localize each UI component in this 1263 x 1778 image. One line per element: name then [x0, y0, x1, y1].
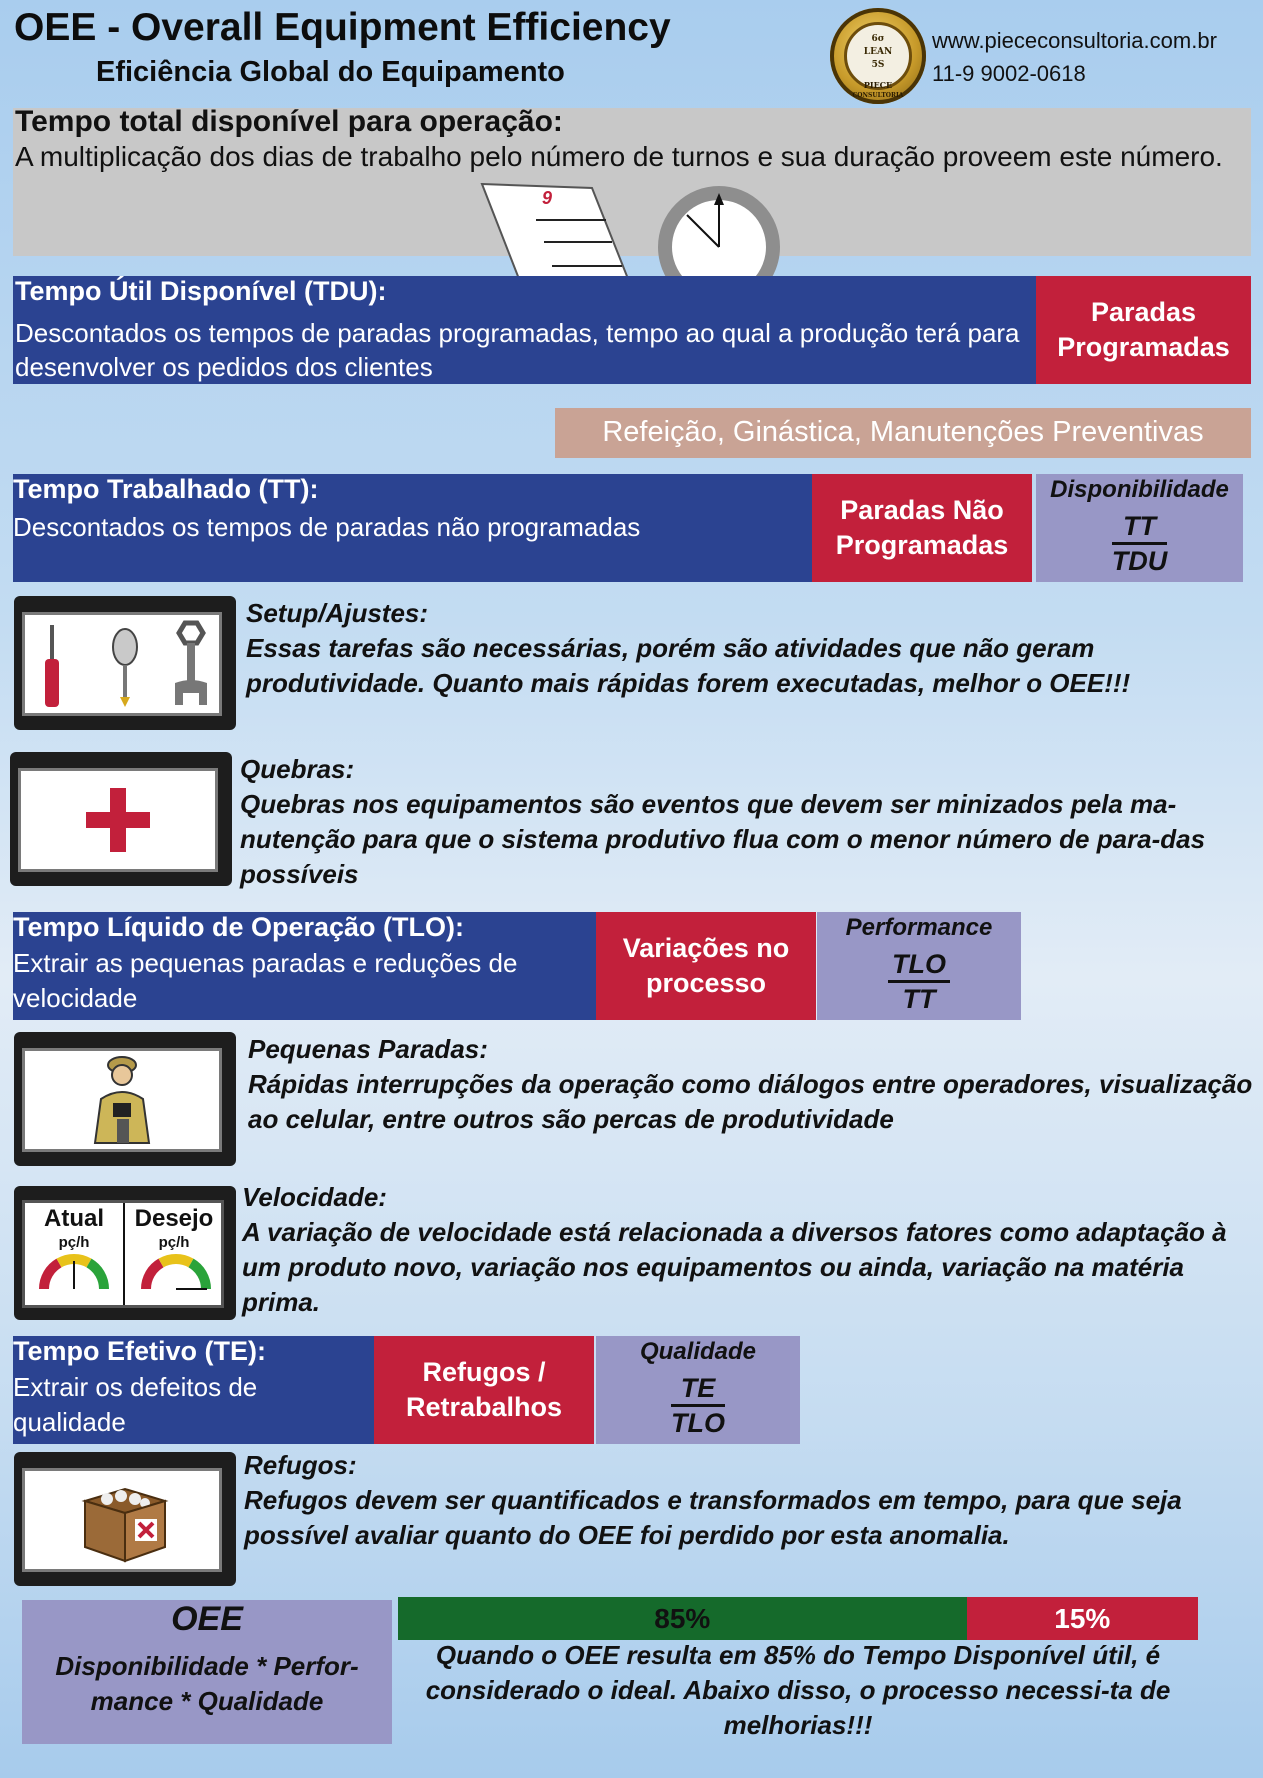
tt-box — [13, 474, 812, 582]
contact-info — [932, 24, 1217, 90]
velocidade-title: Velocidade: — [242, 1182, 387, 1212]
calendar-day: 9 — [542, 188, 553, 208]
tdu-text: Descontados os tempos de paradas programadas, tempo ao qual a produção terá para desenvolver os pedidos dos clientes — [15, 318, 1020, 382]
oee-formula-box — [22, 1600, 392, 1744]
page-subtitle: Eficiência Global do Equipamento — [96, 56, 565, 88]
performance-formula — [888, 948, 950, 1015]
worker-phone-icon — [25, 1051, 219, 1149]
gauge-right-unit: pç/h — [158, 1234, 190, 1251]
wrench-icon — [175, 623, 207, 705]
website-link[interactable]: www.piececonsultoria.com.br — [932, 28, 1217, 53]
phone-number: 11-9 9002-0618 — [932, 61, 1086, 86]
qualidade-formula — [671, 1372, 725, 1439]
refugos-card — [14, 1452, 236, 1586]
te-title: Tempo Efetivo (TE): — [13, 1336, 266, 1366]
refugos-screen — [22, 1468, 222, 1572]
tdu-title: Tempo Útil Disponível (TDU): — [15, 276, 387, 306]
oee-loss-segment: 15% — [967, 1597, 1198, 1640]
tt-title: Tempo Trabalhado (TT): — [13, 474, 319, 504]
setup-text: Essas tarefas são necessárias, porém são atividades que não geram produtividade. Quanto mais rápidas forem executadas, melhor o OEE!!! — [246, 633, 1131, 698]
total-time-text: A multiplicação dos dias de trabalho pelo número de turnos e sua duração proveem este número. — [15, 141, 1223, 172]
quebras-screen — [18, 768, 218, 872]
setup-screen — [22, 612, 222, 716]
logo-text-lean: LEAN — [863, 47, 893, 57]
variacoes-processo-box: Variações no processo — [596, 912, 816, 1020]
pequenas-paradas-screen — [22, 1048, 222, 1152]
oee-conclusion-text: Quando o OEE resulta em 85% do Tempo Disponível útil, é considerado o ideal. Abaixo disso, o processo necessi-ta de melhorias!!! — [425, 1640, 1171, 1740]
logo-text-5s: 5S — [871, 60, 885, 70]
disponibilidade-formula — [1112, 510, 1168, 577]
performance-box — [817, 912, 1021, 1020]
screwdriver-icon — [45, 625, 59, 707]
setup-description — [246, 596, 1256, 701]
page-title: OEE - Overall Equipment Efficiency — [14, 6, 671, 49]
performance-denominator: TT — [902, 984, 936, 1014]
performance-label: Performance — [845, 914, 993, 941]
oee-ideal-segment: 85% — [398, 1597, 967, 1640]
performance-numerator: TLO — [888, 948, 950, 983]
tools-illustration — [25, 615, 219, 713]
quebras-description — [240, 752, 1250, 892]
oee-title: OEE — [171, 1600, 243, 1638]
gauge-right-label: Desejo — [134, 1205, 214, 1232]
qualidade-denominator: TLO — [671, 1408, 725, 1438]
velocidade-description — [242, 1180, 1252, 1320]
refugos-text: Refugos devem ser quantificados e transformados em tempo, para que seja possível avaliar quanto do OEE foi perdido por esta anomalia. — [244, 1485, 1182, 1550]
total-time-title: Tempo total disponível para operação: — [15, 105, 563, 138]
pequenas-paradas-card-body — [14, 1032, 236, 1166]
paradas-programadas-box: Paradas Programadas — [1036, 276, 1251, 384]
setup-title: Setup/Ajustes: — [246, 598, 429, 628]
disponibilidade-denominator: TDU — [1111, 546, 1168, 576]
pequenas-paradas-text: Rápidas interrupções da operação como diálogos entre operadores, visualização ao celular, entre outros são percas de produtividade — [248, 1069, 1253, 1134]
tlo-box — [13, 912, 596, 1020]
tdu-box — [13, 276, 1036, 384]
gauge-icon — [39, 1253, 109, 1293]
disponibilidade-numerator: TT — [1112, 510, 1168, 545]
tt-text: Descontados os tempos de paradas não programadas — [13, 512, 641, 542]
velocidade-card — [14, 1186, 236, 1320]
velocidade-screen — [22, 1200, 224, 1308]
paradas-programadas-examples: Refeição, Ginástica, Manutenções Preventivas — [555, 408, 1251, 458]
tlo-title: Tempo Líquido de Operação (TLO): — [13, 912, 464, 942]
pequenas-paradas-description — [248, 1032, 1256, 1137]
oee-formula: Disponibilidade * Perfor-mance * Qualidade — [55, 1651, 359, 1716]
oee-bar — [398, 1597, 1198, 1640]
qualidade-numerator: TE — [671, 1372, 725, 1407]
tlo-text: Extrair as pequenas paradas e reduções de velocidade — [13, 948, 518, 1013]
disponibilidade-label: Disponibilidade — [1050, 476, 1229, 503]
logo-text-consultoria: CONSULTORIA — [852, 92, 904, 99]
setup-card — [14, 596, 236, 730]
reject-box-icon — [25, 1471, 219, 1569]
first-aid-cross-icon — [21, 771, 215, 869]
quebras-text: Quebras nos equipamentos são eventos que devem ser minizados pela ma-nutenção para que o sistema produtivo flua com o menor número de para-das possíveis — [240, 789, 1206, 889]
pequenas-paradas-title: Pequenas Paradas: — [248, 1034, 488, 1064]
logo-text-sigma: 6σ — [871, 34, 885, 44]
logo-brand — [830, 81, 926, 100]
refugos-description — [244, 1448, 1256, 1553]
velocidade-text: A variação de velocidade está relacionada a diversos fatores como adaptação à um produto novo, variação nos equipamentos ou ainda, variação na matéria prima. — [242, 1217, 1227, 1317]
qualidade-box — [596, 1336, 800, 1444]
quebras-title: Quebras: — [240, 754, 355, 784]
gauge-left-unit: pç/h — [58, 1234, 90, 1251]
refugos-title: Refugos: — [244, 1450, 357, 1480]
piece-logo — [830, 8, 926, 104]
spoon-icon — [113, 629, 137, 707]
gauge-left-label: Atual — [44, 1205, 104, 1232]
qualidade-label: Qualidade — [639, 1338, 757, 1365]
disponibilidade-box — [1036, 474, 1243, 582]
refugos-retrabalhos-box: Refugos / Retrabalhos — [374, 1336, 594, 1444]
te-text: Extrair os defeitos de qualidade — [13, 1372, 258, 1437]
gauge-desired-icon — [141, 1253, 211, 1293]
logo-text-piece: PIECE — [863, 80, 893, 90]
te-box — [13, 1336, 374, 1444]
quebras-card — [10, 752, 232, 886]
paradas-nao-programadas-box: Paradas Não Programadas — [812, 474, 1032, 582]
